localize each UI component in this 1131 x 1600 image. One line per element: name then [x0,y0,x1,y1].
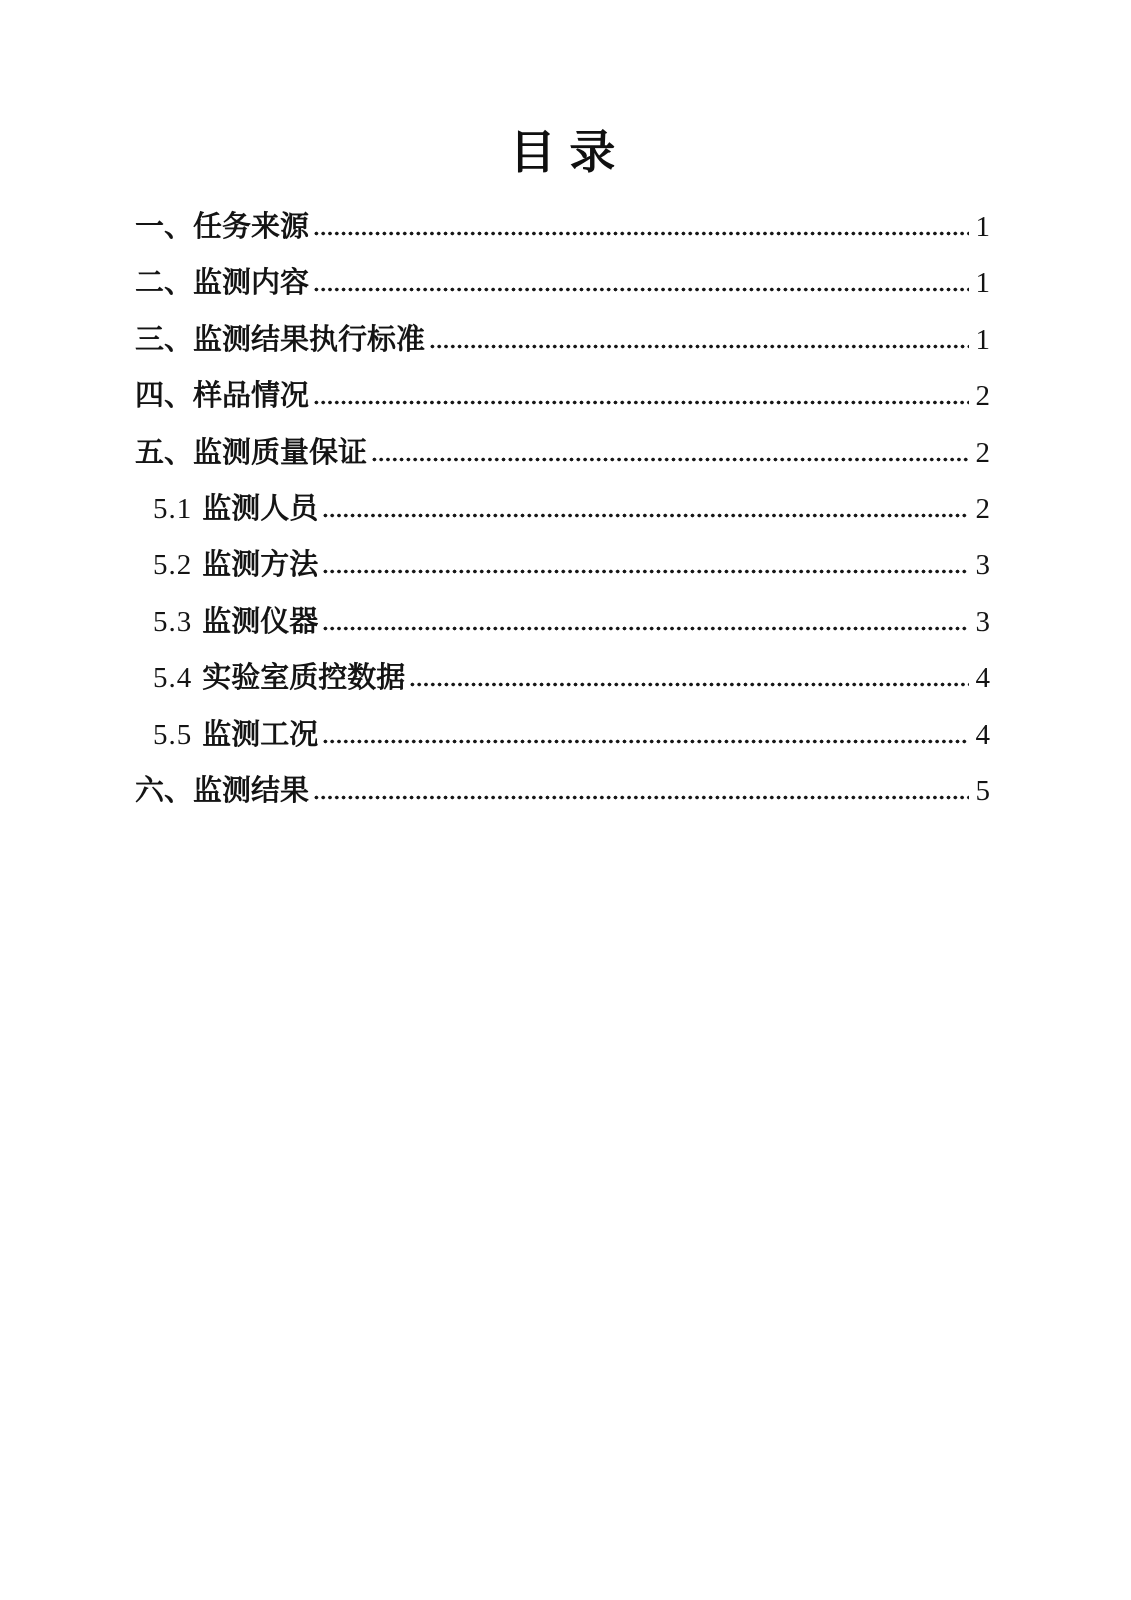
toc-entry [135,481,990,537]
toc-entry-page: 2 [975,380,990,413]
toc-entry-page: 5 [975,774,990,807]
toc-entry [135,425,990,481]
toc-entry-number: 三、 [135,323,194,356]
dot-leader [371,457,968,462]
toc-entry-label: 监测质量保证 [193,436,368,469]
dot-leader [313,400,968,405]
toc-entry-label: 监测结果执行标准 [193,323,426,356]
toc-entry-page: 2 [975,436,990,469]
toc-entry-number: 五、 [135,436,194,469]
toc-entry-number: 5.4 [153,662,193,695]
dot-leader [313,795,968,800]
dot-leader [322,626,968,631]
toc-entry-number: 六、 [135,774,194,807]
toc-entry-label: 监测内容 [193,267,310,300]
toc-entry-number: 四、 [135,380,194,413]
toc-entry-page: 4 [975,662,990,695]
toc-entry-number: 5.2 [153,549,193,582]
toc-entry [135,763,990,819]
toc-entry [135,594,990,650]
toc-entry [135,537,990,593]
toc-entry-number: 5.1 [153,492,193,525]
toc-entry-page: 2 [975,492,990,525]
toc-entry-page: 3 [975,549,990,582]
toc-entry-page: 1 [975,323,990,356]
toc-entry-page: 3 [975,605,990,638]
page-title: 目录 [509,127,630,178]
toc-entry-label: 监测方法 [202,549,319,582]
toc-entry-label: 任务来源 [193,211,310,243]
dot-leader [409,682,968,687]
dot-leader [322,739,968,744]
toc-entry-page: 1 [975,267,990,300]
toc-entry-label: 监测人员 [202,492,319,525]
dot-leader [313,287,968,292]
toc-entry-label: 监测仪器 [202,605,319,638]
toc-entry [135,650,990,706]
table-of-contents [135,199,990,819]
toc-entry-label: 实验室质控数据 [202,662,406,695]
toc-entry-number: 二、 [135,267,194,300]
dot-leader [322,513,968,518]
toc-entry-label: 监测结果 [193,774,310,807]
toc-entry [135,255,990,311]
toc-entry-label: 样品情况 [193,380,310,413]
dot-leader [322,569,968,574]
dot-leader [313,231,968,236]
toc-entry [135,312,990,368]
toc-entry [135,199,990,255]
toc-entry-number: 一、 [135,211,194,243]
toc-entry-page: 4 [975,718,990,751]
toc-entry [135,707,990,763]
toc-entry-label: 监测工况 [202,718,319,751]
toc-entry [135,368,990,424]
toc-entry-number: 5.5 [153,718,193,751]
toc-entry-page: 1 [975,211,990,243]
toc-entry-number: 5.3 [153,605,193,638]
dot-leader [429,344,968,349]
